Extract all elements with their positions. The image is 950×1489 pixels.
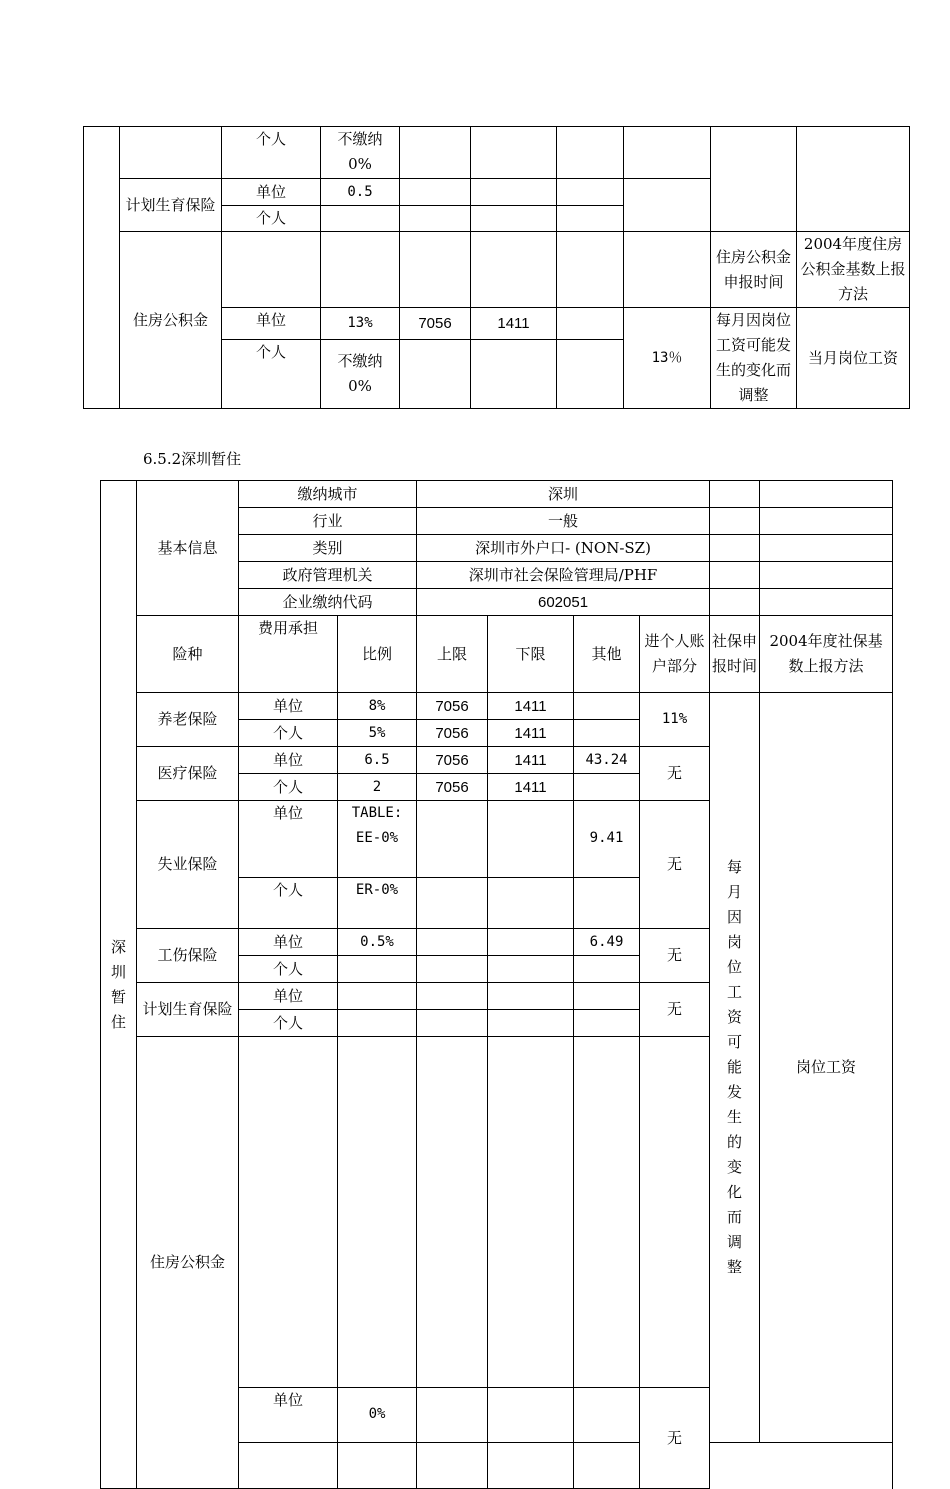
ratio-cell: 不缴纳 0% [321, 127, 400, 179]
account-part-cell: 无 [640, 983, 710, 1037]
other-cell: 43.24 [574, 747, 640, 774]
field-label: 缴纳城市 [239, 481, 417, 508]
field-label: 政府管理机关 [239, 562, 417, 589]
ratio-cell: 13% [321, 308, 400, 340]
account-part-cell: 11% [640, 693, 710, 747]
base-method-header: 2004年度住房公积金基数上报方法 [797, 232, 910, 308]
account-part-cell: 无 [640, 747, 710, 801]
account-part-cell: 13％ [624, 308, 711, 409]
plan-birth-insurance-label: 计划生育保险 [120, 179, 222, 232]
ratio-cell: 6.5 [338, 747, 417, 774]
base-cell: 当月岗位工资 [797, 308, 910, 409]
lower-limit-cell: 1411 [471, 308, 557, 340]
bearer-cell: 个人 [222, 206, 321, 232]
header-bearer: 费用承担 [239, 616, 338, 693]
bearer-cell: 个人 [239, 956, 338, 983]
upper-limit-cell: 7056 [417, 747, 488, 774]
ratio-cell: 5% [338, 720, 417, 747]
upper-limit-cell: 7056 [400, 308, 471, 340]
field-label: 类别 [239, 535, 417, 562]
ratio-cell: 0.5 [321, 179, 400, 206]
bearer-cell: 单位 [239, 693, 338, 720]
field-value: 602051 [417, 589, 710, 616]
other-cell: 9.41 [574, 801, 640, 878]
monthly-adjust-cell: 每月因岗位工资可能发生的变化而调整 [710, 693, 760, 1443]
injury-label: 工伤保险 [137, 929, 239, 983]
lower-limit-cell: 1411 [488, 747, 574, 774]
header-type: 险种 [137, 616, 239, 693]
field-value: 一般 [417, 508, 710, 535]
birth-label: 计划生育保险 [137, 983, 239, 1037]
bearer-cell: 个人 [239, 878, 338, 929]
bearer-cell: 单位 [239, 929, 338, 956]
header-upper: 上限 [417, 616, 488, 693]
pension-label: 养老保险 [137, 693, 239, 747]
bearer-cell: 个人 [239, 720, 338, 747]
bearer-cell: 单位 [239, 801, 338, 878]
field-label: 企业缴纳代码 [239, 589, 417, 616]
lower-limit-cell: 1411 [488, 774, 574, 801]
bearer-cell: 个人 [239, 774, 338, 801]
account-part-cell: 无 [640, 801, 710, 929]
header-other: 其他 [574, 616, 640, 693]
ratio-cell: 8% [338, 693, 417, 720]
upper-limit-cell: 7056 [417, 693, 488, 720]
bearer-cell: 个人 [222, 340, 321, 409]
region-label: 深圳暂住 [101, 481, 137, 1489]
lower-limit-cell: 1411 [488, 720, 574, 747]
ratio-cell: 0% [338, 1388, 417, 1443]
region-cell [84, 127, 120, 409]
housing-fund-label: 住房公积金 [120, 232, 222, 409]
ratio-cell: ER-0% [338, 878, 417, 929]
other-cell: 6.49 [574, 929, 640, 956]
header-method: 2004年度社保基数上报方法 [760, 616, 893, 693]
ratio-cell: 不缴纳 0% [321, 340, 400, 409]
section-heading: 6.5.2深圳暂住 [143, 450, 242, 468]
field-value: 深圳 [417, 481, 710, 508]
bearer-cell: 单位 [239, 747, 338, 774]
upper-limit-cell: 7056 [417, 720, 488, 747]
bearer-cell: 单位 [239, 1388, 338, 1443]
post-salary-cell: 岗位工资 [760, 693, 893, 1443]
header-lower: 下限 [488, 616, 574, 693]
adjust-cell: 每月因岗位工资可能发生的变化而调整 [711, 308, 797, 409]
bearer-cell: 单位 [222, 179, 321, 206]
unemployment-label: 失业保险 [137, 801, 239, 929]
medical-label: 医疗保险 [137, 747, 239, 801]
basic-info-label: 基本信息 [137, 481, 239, 616]
ratio-cell: 2 [338, 774, 417, 801]
bearer-cell: 个人 [222, 127, 321, 179]
field-label: 行业 [239, 508, 417, 535]
field-value: 深圳市外户口- (NON-SZ) [417, 535, 710, 562]
lower-limit-cell: 1411 [488, 693, 574, 720]
ratio-cell: 0.5% [338, 929, 417, 956]
ratio-cell: TABLE: EE-0% [338, 801, 417, 878]
upper-limit-cell: 7056 [417, 774, 488, 801]
header-account: 进个人账户部分 [640, 616, 710, 693]
header-ratio: 比例 [338, 616, 417, 693]
account-part-cell: 无 [640, 929, 710, 983]
bearer-cell: 个人 [239, 1010, 338, 1037]
housing-fund-label: 住房公积金 [137, 1037, 239, 1489]
bearer-cell: 单位 [239, 983, 338, 1010]
declare-time-header: 住房公积金申报时间 [711, 232, 797, 308]
account-part-cell: 无 [640, 1388, 710, 1489]
shenzhen-temporary-table [100, 480, 893, 1489]
field-value: 深圳市社会保险管理局/PHF [417, 562, 710, 589]
bearer-cell: 单位 [222, 308, 321, 340]
housing-fund-table-continued [83, 126, 910, 409]
header-declare: 社保申报时间 [710, 616, 760, 693]
